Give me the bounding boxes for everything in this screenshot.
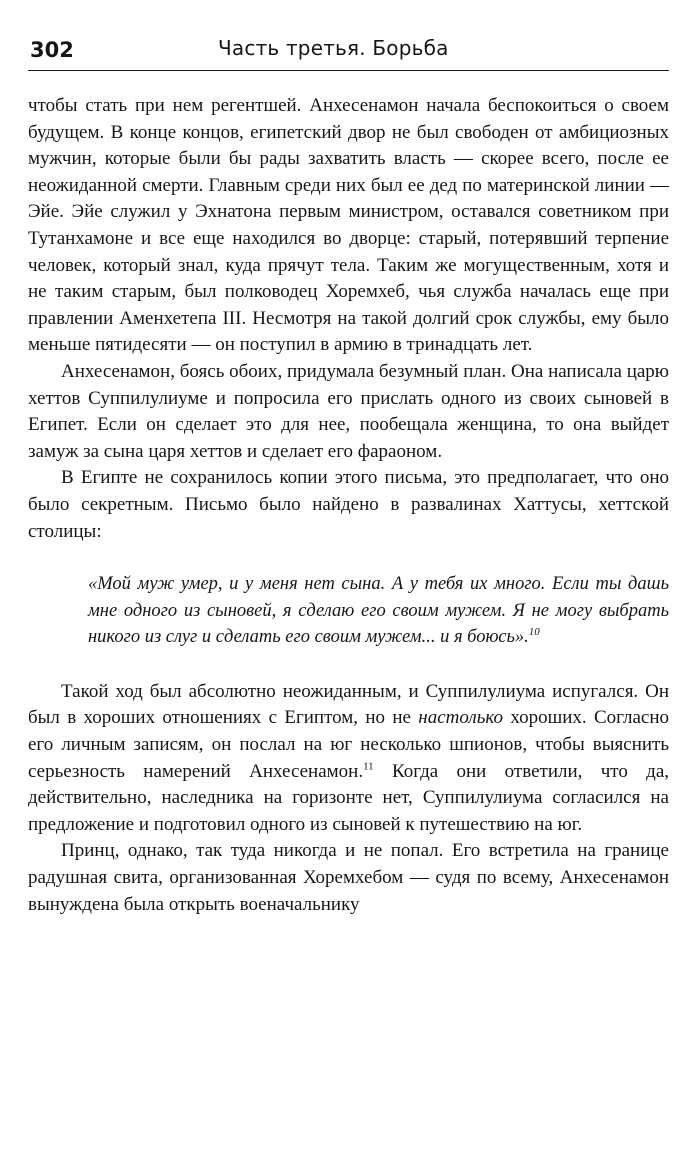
letter-quote	[88, 571, 669, 651]
paragraph-4	[28, 679, 669, 839]
paragraph-3: В Египте не сохранилось копии этого письма, это предполагает, что оно было секретным. Письмо было найдено в развалинах Хаттусы, хеттской столицы:	[28, 467, 669, 542]
paragraph-4-part-c: Когда они ответили, что да, действительно, наследника на горизонте нет, Суппилулиума согласился на предложение и подготовил одного из сыновей к путешествию на юг.	[28, 760, 670, 835]
paragraph-1: чтобы стать при нем регентшей. Анхесенамон начала беспокоиться о своем будущем. В конце концов, египетский двор не был свободен от амбициозных мужчин, которые были бы рады захватить власть — скорее всего, после ее неожиданной смерти. Главным среди них был ее дед по материнской линии — Эйе. Эйе служил у Эхнатона первым министром, оставался советником при Тутанхамоне и все еще находился во дворце: старый, потерявший терпение человек, который знал, куда прячут тела. Таким же могущественным, хотя и не таким старым, был полководец Хоремхеб, чья служба началась еще при правлении Аменхетепа III. Несмотря на такой долгий срок службы, ему было меньше пятидесяти — он поступил в армию в тринадцать лет.	[28, 95, 669, 356]
paragraph-4-part-b: хороших. Согласно его личным записям, он послал на юг несколько шпионов, чтобы выяснить серьезность намерений Анхесенамон.	[28, 707, 669, 782]
running-header	[28, 34, 669, 71]
quote-text: «Мой муж умер, и у меня нет сына. А у тебя их много. Если ты дашь мне одного из сыновей, я сделаю его своим мужем. Я не могу выбрать никого из слуг и сделать его своим мужем... и я боюсь».	[88, 574, 669, 648]
page-number: 302	[30, 38, 74, 62]
footnote-ref-11: 11	[363, 760, 374, 773]
paragraph-5: Принц, однако, так туда никогда и не попал. Его встретила на границе радушная свита, организованная Хоремхебом — судя по всему, Анхесенамон вынуждена была открыть военачальнику	[28, 840, 669, 915]
footnote-ref-10: 10	[528, 626, 540, 639]
paragraph-4-part-a: Такой ход был абсолютно неожиданным, и Суппилулиума испугался. Он был в хороших отношениях с Египтом, но не	[28, 680, 669, 729]
body-text	[28, 93, 669, 918]
paragraph-2: Анхесенамон, боясь обоих, придумала безумный план. Она написала царю хеттов Суппилулиуме и попросила его прислать одного из своих сыновей в Египет. Если он сделает это для нее, пообещала женщина, то она выйдет замуж за сына царя хеттов и сделает его фараоном.	[28, 360, 669, 462]
running-title: Часть третья. Борьба	[218, 36, 449, 60]
emphasis-nastolko: настолько	[418, 707, 503, 729]
